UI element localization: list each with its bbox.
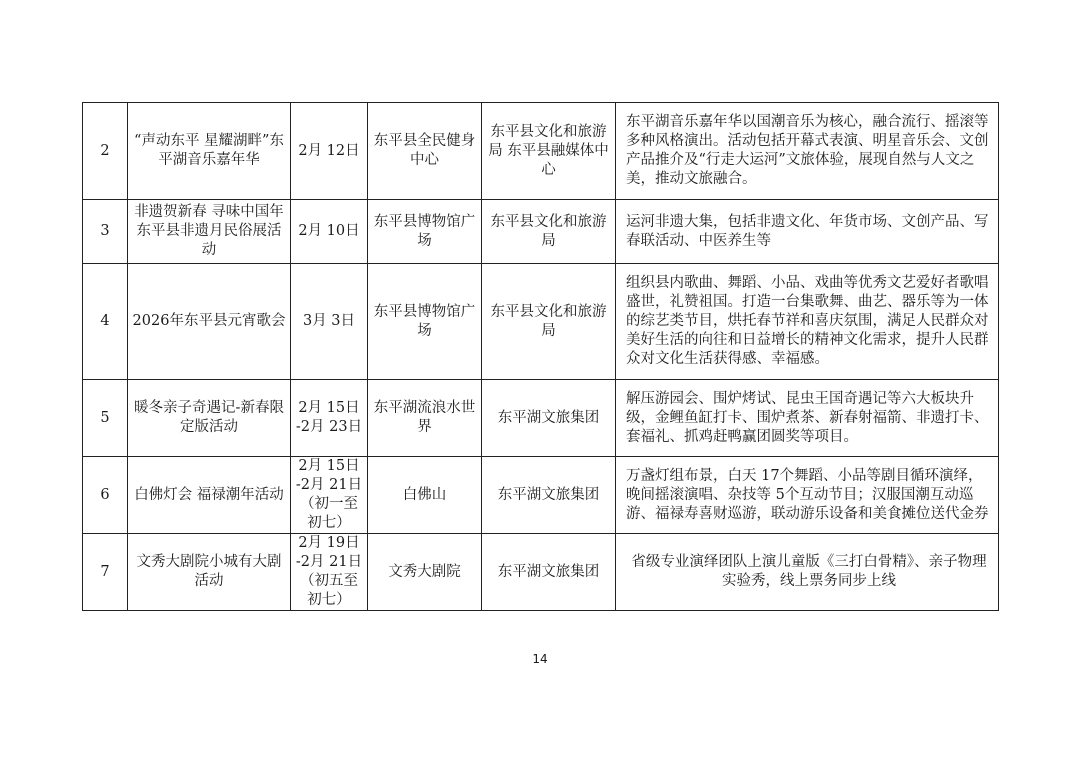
- row-number: 2: [83, 103, 128, 200]
- event-name: 文秀大剧院小城有大剧活动: [128, 534, 291, 611]
- page-number: 14: [532, 652, 548, 666]
- event-venue: 东平湖流浪水世界: [368, 380, 482, 457]
- event-name: 2026年东平县元宵歌会: [128, 264, 291, 380]
- row-number: 7: [83, 534, 128, 611]
- event-description: 解压游园会、围炉烤试、昆虫王国奇遇记等六大板块升级，金鲤鱼缸打卡、围炉煮茶、新春射福箭、非遗打卡、套福礼、抓鸡赶鸭赢团圆奖等项目。: [616, 380, 999, 457]
- row-number: 5: [83, 380, 128, 457]
- event-description: 东平湖音乐嘉年华以国潮音乐为核心，融合流行、摇滚等多种风格演出。活动包括开幕式表演、明星音乐会、文创产品推介及“行走大运河”文旅体验，展现自然与人文之美，推动文旅融合。: [616, 103, 999, 200]
- event-name: 白佛灯会 福禄潮年活动: [128, 457, 291, 534]
- event-name: “声动东平 星耀湖畔”东平湖音乐嘉年华: [128, 103, 291, 200]
- table-row: [83, 264, 999, 380]
- event-date: 2月 10日: [291, 200, 368, 264]
- event-venue: 东平县全民健身中心: [368, 103, 482, 200]
- event-organizer: 东平县文化和旅游局: [482, 200, 616, 264]
- event-organizer: 东平湖文旅集团: [482, 457, 616, 534]
- event-date: 3月 3日: [291, 264, 368, 380]
- table-row: [83, 103, 999, 200]
- event-date: 2月 12日: [291, 103, 368, 200]
- event-description: 组织县内歌曲、舞蹈、小品、戏曲等优秀文艺爱好者歌唱盛世，礼赞祖国。打造一台集歌舞、曲艺、器乐等为一体的综艺类节目，烘托春节祥和喜庆氛围，满足人民群众对美好生活的向往和日益增长的精神文化需求，提升人民群众对文化生活获得感、幸福感。: [616, 264, 999, 380]
- event-organizer: 东平湖文旅集团: [482, 534, 616, 611]
- event-date: 2月 15日 -2月 23日: [291, 380, 368, 457]
- event-venue: 白佛山: [368, 457, 482, 534]
- event-date: 2月 19日 -2月 21日（初五至初七）: [291, 534, 368, 611]
- event-description: 运河非遗大集，包括非遗文化、年货市场、文创产品、写春联活动、中医养生等: [616, 200, 999, 264]
- event-organizer: 东平县文化和旅游局 东平县融媒体中心: [482, 103, 616, 200]
- event-name: 非遗贺新春 寻味中国年 东平县非遗月民俗展活动: [128, 200, 291, 264]
- row-number: 3: [83, 200, 128, 264]
- event-organizer: 东平湖文旅集团: [482, 380, 616, 457]
- table-row: [83, 200, 999, 264]
- table-row: [83, 380, 999, 457]
- event-description: 省级专业演绎团队上演儿童版《三打白骨精》、亲子物理实验秀，线上票务同步上线: [616, 534, 999, 611]
- event-date: 2月 15日 -2月 21日（初一至初七）: [291, 457, 368, 534]
- event-organizer: 东平县文化和旅游局: [482, 264, 616, 380]
- event-name: 暖冬亲子奇遇记-新春限定版活动: [128, 380, 291, 457]
- table-row: [83, 534, 999, 611]
- event-venue: 东平县博物馆广场: [368, 264, 482, 380]
- row-number: 4: [83, 264, 128, 380]
- row-number: 6: [83, 457, 128, 534]
- event-venue: 东平县博物馆广场: [368, 200, 482, 264]
- events-table: [82, 102, 999, 611]
- event-description: 万盏灯组布景，白天 17个舞蹈、小品等剧目循环演绎，晚间摇滚演唱、杂技等 5个互动节目；汉服国潮互动巡游、福禄寿喜财巡游，联动游乐设备和美食摊位送代金券: [616, 457, 999, 534]
- event-venue: 文秀大剧院: [368, 534, 482, 611]
- table-row: [83, 457, 999, 534]
